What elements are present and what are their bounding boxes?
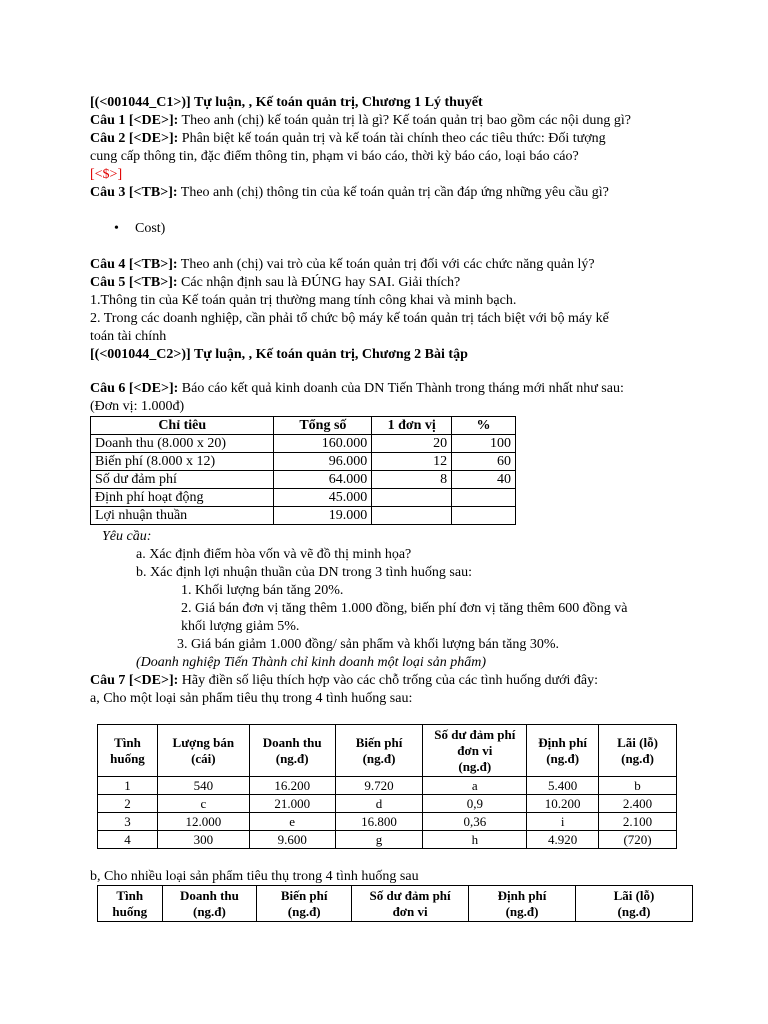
table-cell: 0,36 [423, 813, 527, 831]
table-cell: 9.720 [335, 777, 423, 795]
table-cell: 16.200 [249, 777, 335, 795]
case-2: 2. Giá bán đơn vị tăng thêm 1.000 đồng, biến phí đơn vị tăng thêm 600 đồng và [181, 601, 628, 616]
column-header: Số dư đảm phí đơn vi [352, 886, 469, 922]
table-cell: 300 [157, 831, 249, 849]
question-2 [90, 130, 606, 148]
column-header: Tổng số [274, 417, 372, 435]
table-row [91, 435, 516, 453]
question-5 [90, 274, 460, 292]
table-cell: 4.920 [527, 831, 599, 849]
section-heading-c1: [(<001044_C1>)] Tự luận, , Kế toán quản trị, Chương 1 Lý thuyết [90, 95, 483, 110]
table-cell: 60 [452, 453, 516, 471]
table-cell: d [335, 795, 423, 813]
table-cell: 4 [98, 831, 158, 849]
table-row [91, 507, 516, 525]
column-header: 1 đơn vị [372, 417, 452, 435]
table-cell: 0,9 [423, 795, 527, 813]
column-header: Lượng bán (cái) [157, 725, 249, 777]
question-6-text: Báo cáo kết quả kinh doanh của DN Tiến Thành trong tháng mới nhất như sau: [178, 381, 624, 396]
question-1-text: Theo anh (chị) kế toán quản trị là gì? Kế toán quản trị bao gồm các nội dung gì? [178, 113, 631, 128]
table-cell: 12.000 [157, 813, 249, 831]
table-cell: b [599, 777, 677, 795]
question-3-label: Câu 3 [<TB>]: [90, 185, 178, 200]
question-1-label: Câu 1 [<DE>]: [90, 113, 179, 128]
question-5-text: Các nhận định sau là ĐÚNG hay SAI. Giải thích? [177, 275, 461, 290]
income-statement-table [90, 416, 516, 525]
case-2-continued: khối lượng giảm 5%. [181, 619, 300, 634]
table-cell: e [249, 813, 335, 831]
table-cell: i [527, 813, 599, 831]
table-cell [372, 489, 452, 507]
table-header-row [91, 417, 516, 435]
table-cell [452, 507, 516, 525]
multi-product-table [97, 885, 693, 922]
part-a-title: a, Cho một loại sản phẩm tiêu thụ trong 4 tình huống sau: [90, 691, 413, 706]
column-header: Định phí (ng.đ) [527, 725, 599, 777]
table-row [91, 489, 516, 507]
table-cell: a [423, 777, 527, 795]
table-header-row [98, 725, 677, 777]
column-header: Lãi (lỗ) (ng.đ) [575, 886, 692, 922]
business-note: (Doanh nghiệp Tiến Thành chỉ kinh doanh một loại sản phẩm) [136, 655, 486, 670]
column-header: Biến phí (ng.đ) [335, 725, 423, 777]
column-header: % [452, 417, 516, 435]
column-header: Định phí (ng.đ) [469, 886, 576, 922]
statement-2-continued: toán tài chính [90, 329, 167, 344]
column-header: Doanh thu (ng.đ) [249, 725, 335, 777]
case-3: 3. Giá bán giảm 1.000 đồng/ sản phẩm và khối lượng bán tăng 30%. [177, 637, 560, 652]
question-3 [90, 184, 609, 202]
table-cell: 40 [452, 471, 516, 489]
table-cell: 1 [98, 777, 158, 795]
single-product-table [97, 724, 677, 849]
column-header: Biến phí (ng.đ) [257, 886, 352, 922]
question-4 [90, 256, 595, 274]
table-cell: c [157, 795, 249, 813]
requirement-a: a. Xác định điểm hòa vốn và vẽ đồ thị minh họa? [136, 547, 412, 562]
table-cell [372, 507, 452, 525]
table-row [98, 777, 677, 795]
table-cell [452, 489, 516, 507]
table-cell: 100 [452, 435, 516, 453]
question-4-label: Câu 4 [<TB>]: [90, 257, 178, 272]
table-header-row [98, 886, 693, 922]
table-cell: 9.600 [249, 831, 335, 849]
table-cell: 3 [98, 813, 158, 831]
question-5-label: Câu 5 [<TB>]: [90, 275, 178, 290]
table-cell: Doanh thu (8.000 x 20) [91, 435, 274, 453]
table-cell: 20 [372, 435, 452, 453]
table-cell: 19.000 [274, 507, 372, 525]
table-cell: 2.400 [599, 795, 677, 813]
question-3-text: Theo anh (chị) thông tin của kế toán quản trị cần đáp ứng những yêu cầu gì? [177, 185, 609, 200]
question-6-label: Câu 6 [<DE>]: [90, 381, 179, 396]
table-cell: 10.200 [527, 795, 599, 813]
statement-2: 2. Trong các doanh nghiệp, cần phải tổ chức bộ máy kế toán quản trị tách biệt với bộ máy kế [90, 311, 609, 326]
question-4-text: Theo anh (chị) vai trò của kế toán quản trị đối với các chức năng quản lý? [177, 257, 595, 272]
table-cell: 12 [372, 453, 452, 471]
column-header: Doanh thu (ng.đ) [162, 886, 257, 922]
table-cell: 96.000 [274, 453, 372, 471]
question-2-label: Câu 2 [<DE>]: [90, 131, 179, 146]
column-header: Số dư đảm phí đơn vi (ng.đ) [423, 725, 527, 777]
question-6 [90, 380, 624, 398]
table-cell: 5.400 [527, 777, 599, 795]
table-cell: 64.000 [274, 471, 372, 489]
question-7-text: Hãy điền số liệu thích hợp vào các chỗ trống của các tình huống dưới đây: [178, 673, 599, 688]
table-cell: 2.100 [599, 813, 677, 831]
table-cell: Định phí hoạt động [91, 489, 274, 507]
separator-marker: [<$>] [90, 167, 123, 182]
case-1: 1. Khối lượng bán tăng 20%. [181, 583, 344, 598]
table-row [98, 831, 677, 849]
requirement-b: b. Xác định lợi nhuận thuần của DN trong 3 tình huống sau: [136, 565, 472, 580]
column-header: Tình huống [98, 725, 158, 777]
unit-note: (Đơn vị: 1.000đ) [90, 399, 185, 414]
requirements-title: Yêu cầu: [102, 529, 152, 544]
table-cell: h [423, 831, 527, 849]
table-cell: 8 [372, 471, 452, 489]
question-1 [90, 112, 631, 130]
table-cell: Biến phí (8.000 x 12) [91, 453, 274, 471]
table-cell: 2 [98, 795, 158, 813]
table-row [98, 795, 677, 813]
table-cell: 45.000 [274, 489, 372, 507]
part-b-title: b, Cho nhiều loại sản phẩm tiêu thụ trong 4 tình huống sau [90, 869, 419, 884]
question-7-label: Câu 7 [<DE>]: [90, 673, 179, 688]
table-row [91, 471, 516, 489]
table-cell: Số dư đảm phí [91, 471, 274, 489]
table-cell: 540 [157, 777, 249, 795]
table-row [98, 813, 677, 831]
table-cell: g [335, 831, 423, 849]
table-row [91, 453, 516, 471]
question-2-continued: cung cấp thông tin, đặc điểm thông tin, phạm vi báo cáo, thời kỳ báo cáo, loại báo cáo? [90, 149, 579, 164]
column-header: Lãi (lỗ) (ng.đ) [599, 725, 677, 777]
column-header: Tình huống [98, 886, 163, 922]
bullet-item: Cost) [135, 221, 166, 236]
statement-1: 1.Thông tin của Kế toán quản trị thường mang tính công khai và minh bạch. [90, 293, 517, 308]
question-7 [90, 672, 598, 690]
section-heading-c2: [(<001044_C2>)] Tự luận, , Kế toán quản trị, Chương 2 Bài tập [90, 347, 468, 362]
table-cell: 160.000 [274, 435, 372, 453]
table-cell: 21.000 [249, 795, 335, 813]
question-2-text: Phân biệt kế toán quản trị và kế toán tài chính theo các tiêu thức: Đối tượng [178, 131, 606, 146]
table-cell: 16.800 [335, 813, 423, 831]
table-cell: (720) [599, 831, 677, 849]
column-header: Chỉ tiêu [91, 417, 274, 435]
bullet-dot: • [114, 221, 119, 236]
table-cell: Lợi nhuận thuần [91, 507, 274, 525]
